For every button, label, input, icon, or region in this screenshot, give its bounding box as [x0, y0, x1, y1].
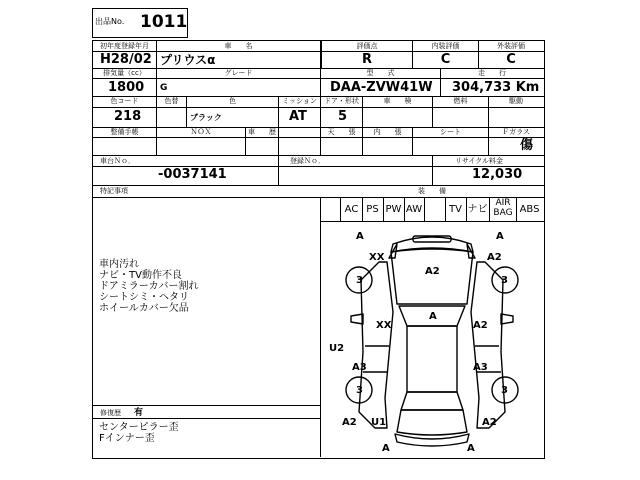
doors-label: ドア・形状	[324, 97, 359, 105]
damage-mark: A2	[425, 266, 440, 277]
mission-value: AT	[289, 109, 307, 124]
rear-glass-outline	[401, 392, 463, 410]
first-reg-value: H28/02	[100, 52, 152, 67]
color-code-label: 色コード	[110, 97, 139, 105]
mileage-label: 走 行	[478, 69, 506, 77]
special-note: 車内汚れ	[99, 259, 139, 270]
displacement-label: 排気量（cc）	[103, 69, 146, 77]
damage-mark: A	[496, 231, 504, 242]
exterior-label: 外装評価	[497, 42, 525, 50]
special-note: ナビ・TV動作不良	[99, 270, 182, 281]
damage-mark: A3	[473, 362, 488, 373]
damage-mark: 3	[356, 385, 363, 396]
vline	[424, 197, 425, 221]
chassis-value: -0037141	[158, 167, 227, 182]
repair-value: 有	[134, 408, 144, 418]
mileage-value: 304,733 Km	[452, 80, 540, 95]
doors-value: 5	[338, 109, 348, 124]
fuel-label: 燃料	[453, 97, 468, 105]
exterior-value: C	[506, 52, 516, 67]
front-bumper-outline	[391, 237, 473, 252]
equip-ps: PS	[366, 204, 379, 215]
repair-note: Fインナー歪	[99, 433, 155, 444]
special-note: ホイールカバー欠品	[99, 303, 189, 314]
nox-label: ＮＯＸ	[190, 128, 212, 136]
hline	[92, 78, 544, 79]
maintenance-label: 整備手帳	[110, 128, 139, 136]
damage-mark: 3	[356, 275, 363, 286]
equipment-label: 装 備	[418, 187, 446, 195]
history-label: 車 歴	[248, 128, 276, 136]
interior-value: C	[440, 52, 451, 67]
equip-abs: ABS	[519, 204, 540, 215]
damage-mark: 3	[501, 385, 508, 396]
model-code-value: DAA-ZVW41W	[330, 80, 433, 95]
equip-ac: AC	[344, 204, 359, 215]
seat-label: シート	[440, 128, 461, 136]
damage-mark: A	[356, 231, 364, 242]
repair-label: 修復歴	[100, 409, 121, 417]
equip-aw: AW	[405, 204, 423, 215]
model-code-label: 型 式	[366, 69, 395, 77]
model-name-label: 車 名	[224, 42, 253, 50]
hline	[92, 107, 544, 108]
vline	[432, 155, 433, 185]
inspection-label: 車 検	[383, 97, 412, 105]
recycle-label: リサイクル料金	[455, 157, 504, 165]
lot-number: 1011	[140, 12, 188, 32]
lot-number-label: 出品No.	[95, 17, 125, 26]
score-label: 評価点	[356, 42, 378, 50]
grade-value: G	[160, 83, 168, 93]
damage-mark: XX	[376, 320, 392, 331]
damage-mark: XX	[369, 252, 385, 263]
glass-value: 傷	[520, 138, 534, 153]
registration-label: 登録Ｎｏ．	[290, 157, 325, 165]
hline	[92, 155, 544, 156]
damage-mark: 3	[501, 275, 508, 286]
model-name-value: プリウスα	[160, 53, 216, 67]
damage-mark: A	[467, 443, 475, 454]
color-label: 色	[229, 97, 236, 105]
mission-label: ミッション	[282, 97, 317, 105]
right-side-outline	[471, 262, 505, 428]
damage-mark: A2	[482, 417, 497, 428]
grade-label: グレード	[224, 69, 253, 77]
chassis-label: 車台Ｎｏ．	[100, 157, 135, 165]
color-value: ブラック	[190, 113, 222, 122]
roof-outline	[407, 326, 457, 392]
left-mirror-outline	[351, 314, 363, 324]
damage-mark: A	[382, 443, 390, 454]
interior-label: 内装評価	[431, 42, 460, 50]
special-note: シートシミ・ヘタリ	[99, 292, 189, 303]
sunroof-label: 天 張	[327, 128, 356, 136]
damage-mark: A2	[342, 417, 357, 428]
damage-mark: A3	[352, 362, 367, 373]
interior2-label: 内 張	[373, 128, 402, 136]
equip-pw: PW	[385, 204, 402, 215]
vline	[278, 127, 279, 155]
damage-mark: A	[429, 311, 437, 322]
repair-note: センターピラー歪	[99, 422, 179, 433]
hline	[92, 418, 321, 419]
hline	[92, 137, 544, 138]
recycle-value: 12,030	[472, 167, 523, 182]
score-value: R	[361, 52, 372, 67]
special-note: ドアミラーカバー割れ	[99, 281, 199, 292]
color-code-value: 218	[114, 109, 142, 124]
special-label: 特記事項	[100, 187, 128, 195]
glass-label: Ｆガラス	[502, 128, 530, 136]
damage-mark: U2	[329, 343, 345, 354]
drive-label: 駆動	[509, 97, 523, 105]
damage-mark: U1	[371, 417, 387, 428]
rear-hatch-outline	[397, 410, 467, 435]
equip-airbag: AIR BAG	[493, 198, 513, 218]
displacement-value: 1800	[108, 80, 145, 95]
left-side-outline	[359, 262, 393, 428]
rear-bumper-outline	[395, 434, 469, 446]
hline	[92, 185, 544, 186]
equip-tv: TV	[449, 204, 462, 215]
right-mirror-outline	[501, 314, 513, 324]
first-reg-label: 初年度登録年月	[100, 42, 149, 50]
damage-mark: A2	[487, 252, 502, 263]
equip-navi: ナビ	[467, 204, 488, 215]
hline	[92, 197, 544, 198]
vline	[278, 155, 279, 185]
damage-mark: A2	[473, 320, 488, 331]
color-type-label: 色替	[164, 97, 179, 105]
hline	[92, 405, 321, 406]
